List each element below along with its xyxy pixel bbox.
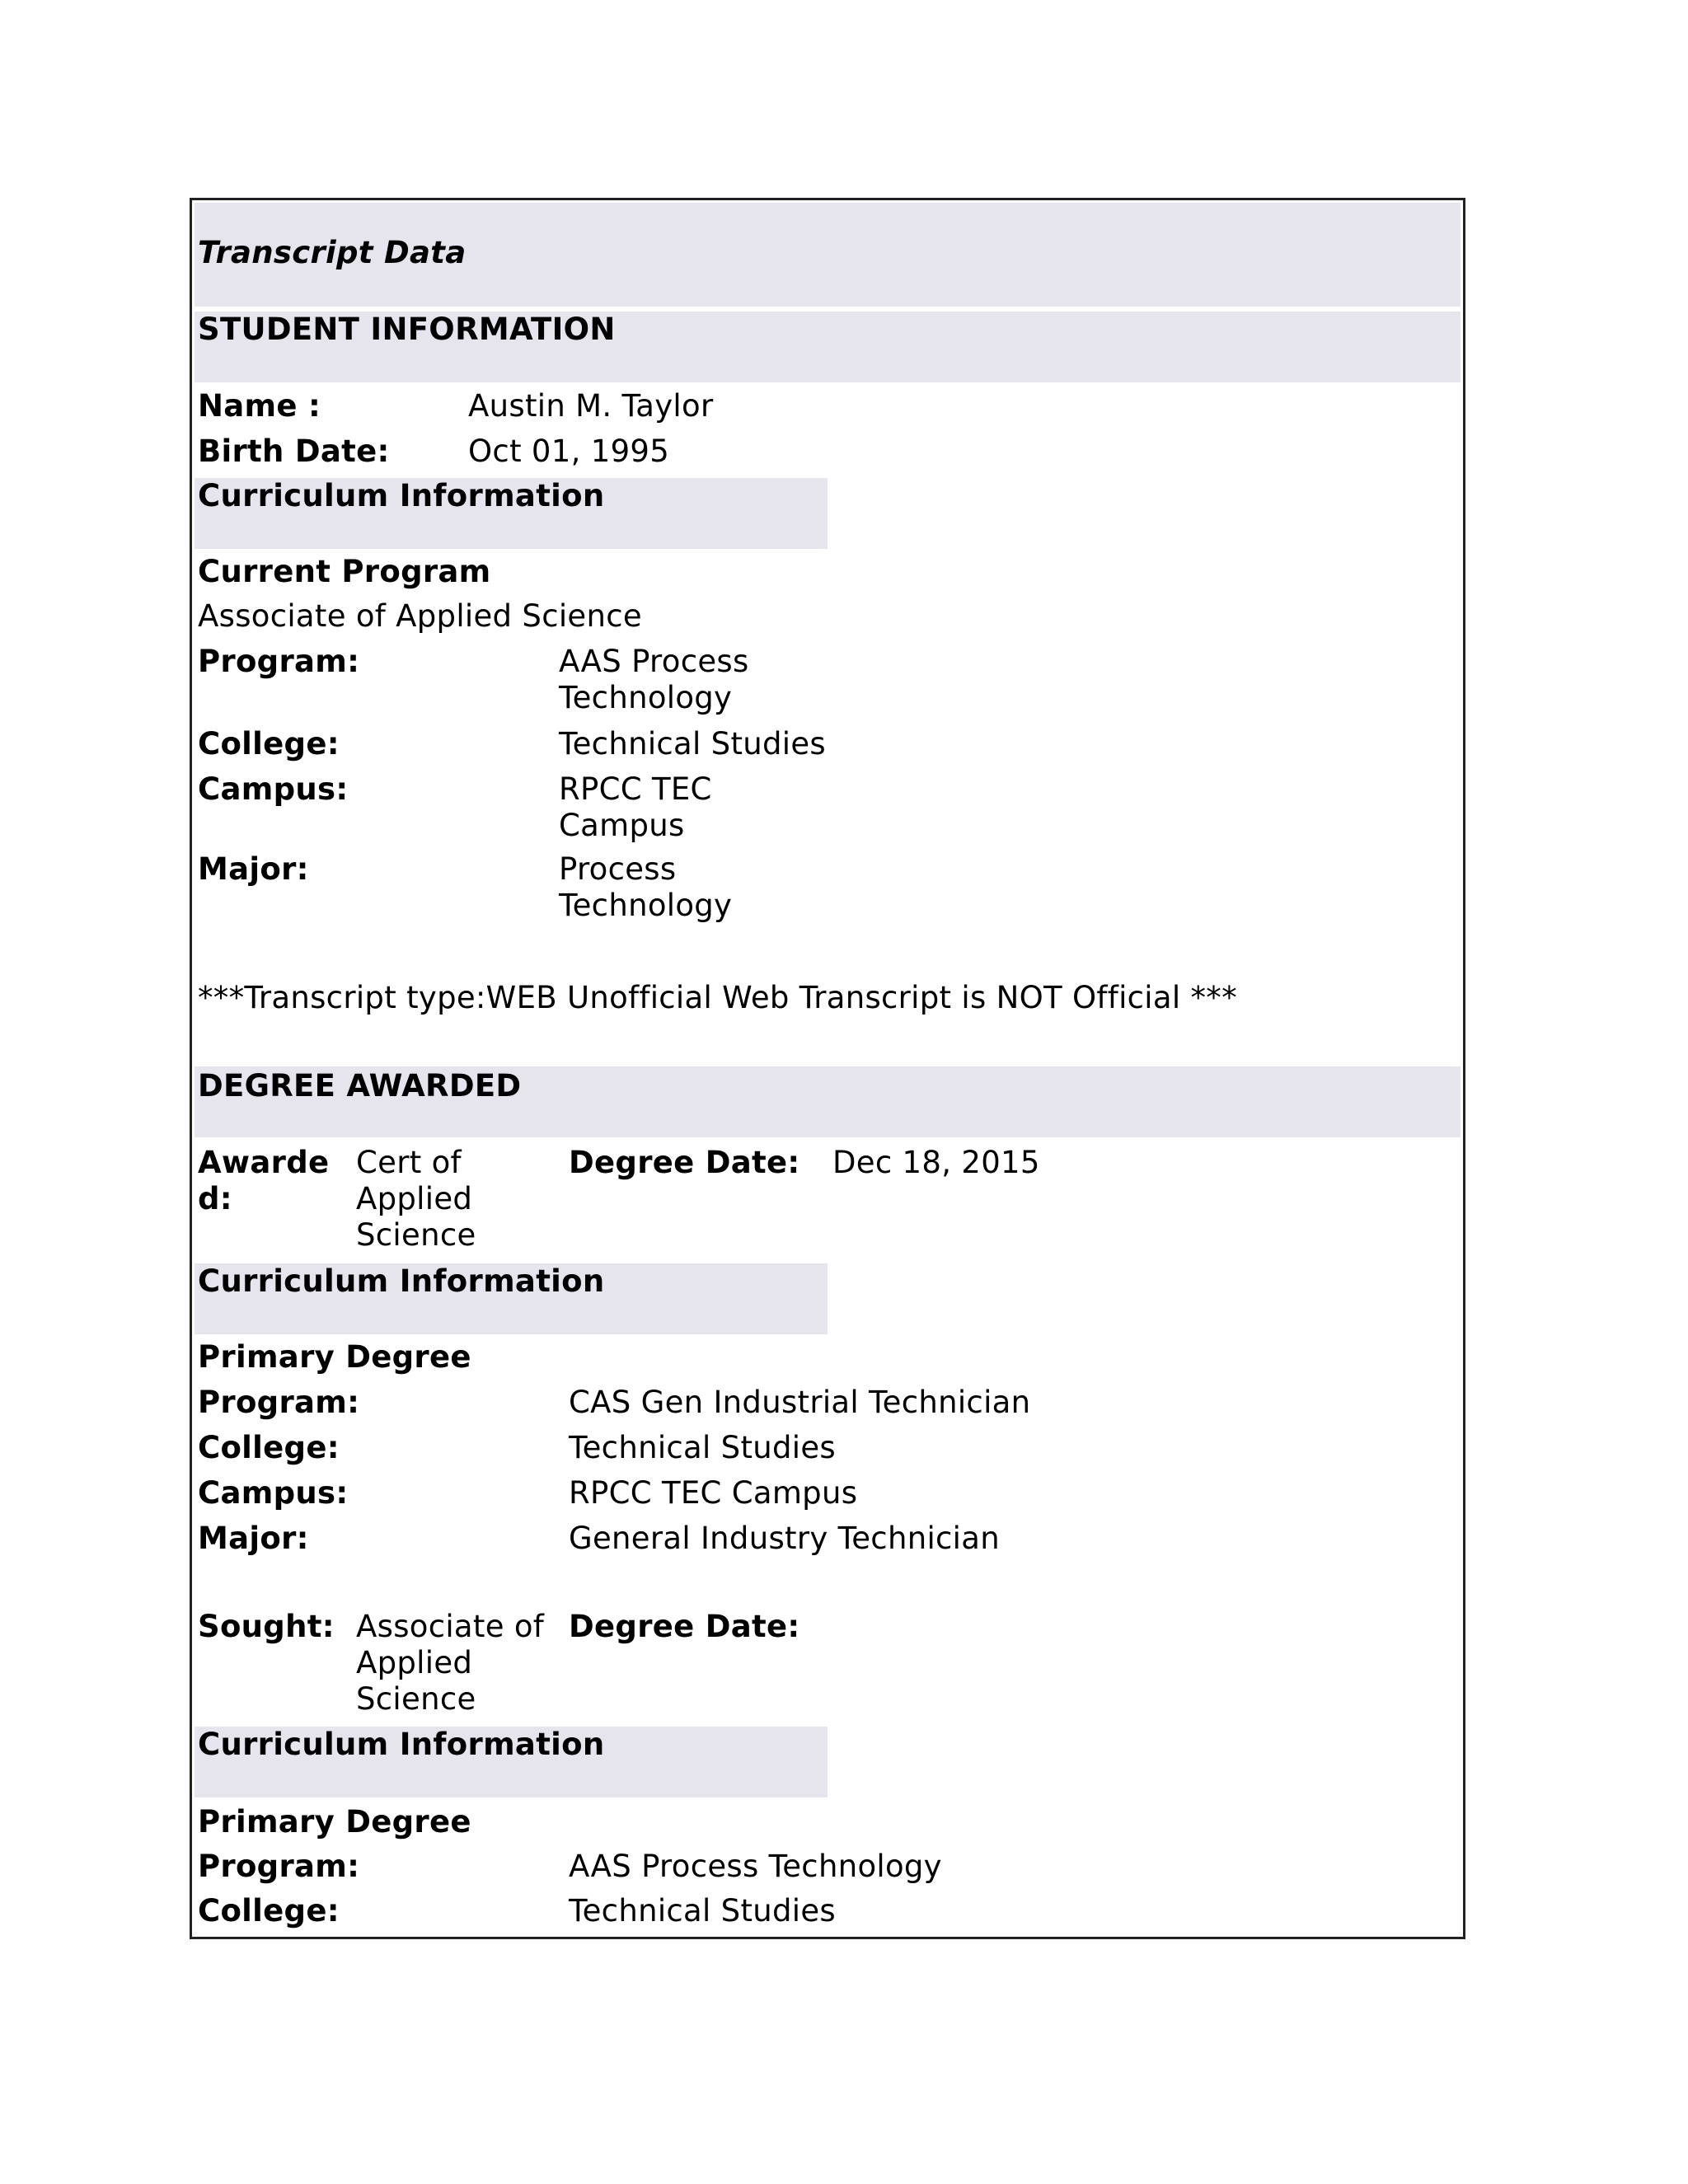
major-label: Major: (198, 851, 309, 887)
college-value: Technical Studies (559, 726, 827, 762)
sought-label: Sought: (198, 1609, 335, 1644)
awarded-major-label: Major: (198, 1521, 309, 1556)
sought-college-value: Technical Studies (569, 1893, 837, 1929)
awarded-college-label: College: (198, 1430, 340, 1465)
birth-date-label: Birth Date: (198, 434, 390, 469)
program-label: Program: (198, 644, 360, 679)
name-label: Name : (198, 388, 321, 424)
awarded-degree-date-label: Degree Date: (569, 1145, 800, 1180)
sought-primary-degree-heading: Primary Degree (198, 1804, 471, 1840)
awarded-primary-degree-heading: Primary Degree (198, 1339, 471, 1375)
awarded-label: Awarde d: (198, 1145, 330, 1216)
awarded-major-value: General Industry Technician (569, 1521, 1000, 1556)
degree-awarded-heading: DEGREE AWARDED (198, 1068, 522, 1104)
awarded-program-value: CAS Gen Industrial Technician (569, 1385, 1031, 1420)
campus-value: RPCC TEC Campus (559, 771, 712, 843)
current-program-heading: Current Program (198, 554, 491, 589)
awarded-campus-label: Campus: (198, 1475, 349, 1511)
awarded-program-label: Program: (198, 1385, 360, 1420)
awarded-value: Cert of Applied Science (356, 1145, 476, 1253)
name-value: Austin M. Taylor (468, 388, 714, 424)
awarded-degree-date-value: Dec 18, 2015 (832, 1145, 1040, 1180)
sought-college-label: College: (198, 1893, 340, 1929)
current-degree: Associate of Applied Science (198, 598, 642, 634)
page-title: Transcript Data (198, 235, 467, 270)
awarded-campus-value: RPCC TEC Campus (569, 1475, 858, 1511)
campus-label: Campus: (198, 771, 349, 807)
college-label: College: (198, 726, 340, 762)
curriculum-info-heading: Curriculum Information (198, 478, 605, 513)
sought-program-label: Program: (198, 1849, 360, 1884)
sought-curriculum-heading: Curriculum Information (198, 1727, 605, 1762)
student-info-heading: STUDENT INFORMATION (198, 312, 616, 347)
transcript-type-notice: ***Transcript type:WEB Unofficial Web Transcript is NOT Official *** (198, 980, 1237, 1015)
sought-degree-date-label: Degree Date: (569, 1609, 800, 1644)
awarded-curriculum-heading: Curriculum Information (198, 1263, 605, 1299)
birth-date-value: Oct 01, 1995 (468, 434, 670, 469)
sought-program-value: AAS Process Technology (569, 1849, 942, 1884)
major-value: Process Technology (559, 851, 733, 923)
awarded-college-value: Technical Studies (569, 1430, 837, 1465)
sought-value: Associate of Applied Science (356, 1609, 545, 1717)
program-value: AAS Process Technology (559, 644, 749, 715)
